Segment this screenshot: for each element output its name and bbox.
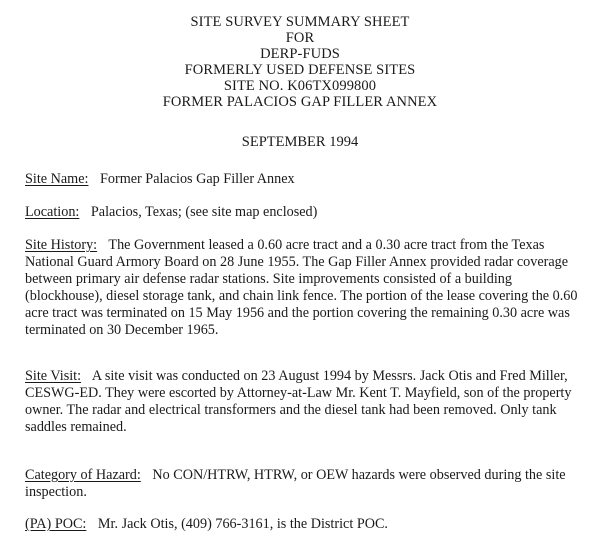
category-of-hazard-text: No CON/HTRW, HTRW, or OEW hazards were observed during the site inspection. bbox=[25, 467, 566, 500]
site-name-label: Site Name: bbox=[25, 171, 89, 187]
document-date: SEPTEMBER 1994 bbox=[241, 134, 359, 150]
site-visit-text: A site visit was conducted on 23 August 1994 by Messrs. Jack Otis and Fred Miller, CESWG-ED. They were escorted by Attorney-at-Law Mr. Kent T. Mayfield, son of the property owner. The radar and electrical transformers and the diesel tank had been removed. Only tank saddles remained. bbox=[25, 368, 572, 435]
site-history-label: Site History: bbox=[25, 237, 98, 253]
header-program: DERP-FUDS bbox=[260, 46, 340, 62]
header-for: FOR bbox=[285, 30, 315, 46]
site-visit-section bbox=[25, 368, 593, 436]
site-name-section bbox=[25, 171, 593, 188]
site-history-text: The Government leased a 0.60 acre tract and a 0.30 acre tract from the Texas National Guard Armory Board on 28 June 1955. The Gap Filler Annex provided radar coverage between primary air defense radar stations. Site improvements consisted of a building (blockhouse), diesel storage tank, and chain link fence. The portion of the lease covering the 0.60 acre tract was terminated on 15 May 1956 and the portion covering the remaining 0.30 acre was terminated on 30 December 1965. bbox=[25, 237, 578, 338]
category-of-hazard-label: Category of Hazard: bbox=[25, 467, 141, 483]
header-site-name: FORMER PALACIOS GAP FILLER ANNEX bbox=[162, 94, 438, 110]
pa-poc-label: (PA) POC: bbox=[25, 516, 87, 532]
location-text: Palacios, Texas; (see site map enclosed) bbox=[90, 204, 318, 220]
location-section bbox=[25, 204, 593, 221]
header-site-number: SITE NO. K06TX099800 bbox=[223, 78, 377, 94]
location-label: Location: bbox=[25, 204, 80, 220]
site-history-section bbox=[25, 237, 593, 339]
header-program-name: FORMERLY USED DEFENSE SITES bbox=[184, 62, 416, 78]
pa-poc-section bbox=[25, 516, 593, 533]
header-title: SITE SURVEY SUMMARY SHEET bbox=[190, 14, 410, 30]
site-name-text: Former Palacios Gap Filler Annex bbox=[99, 171, 295, 187]
category-of-hazard-section bbox=[25, 467, 593, 501]
document-header bbox=[0, 14, 600, 110]
site-visit-label: Site Visit: bbox=[25, 368, 82, 384]
pa-poc-text: Mr. Jack Otis, (409) 766-3161, is the District POC. bbox=[97, 516, 388, 532]
